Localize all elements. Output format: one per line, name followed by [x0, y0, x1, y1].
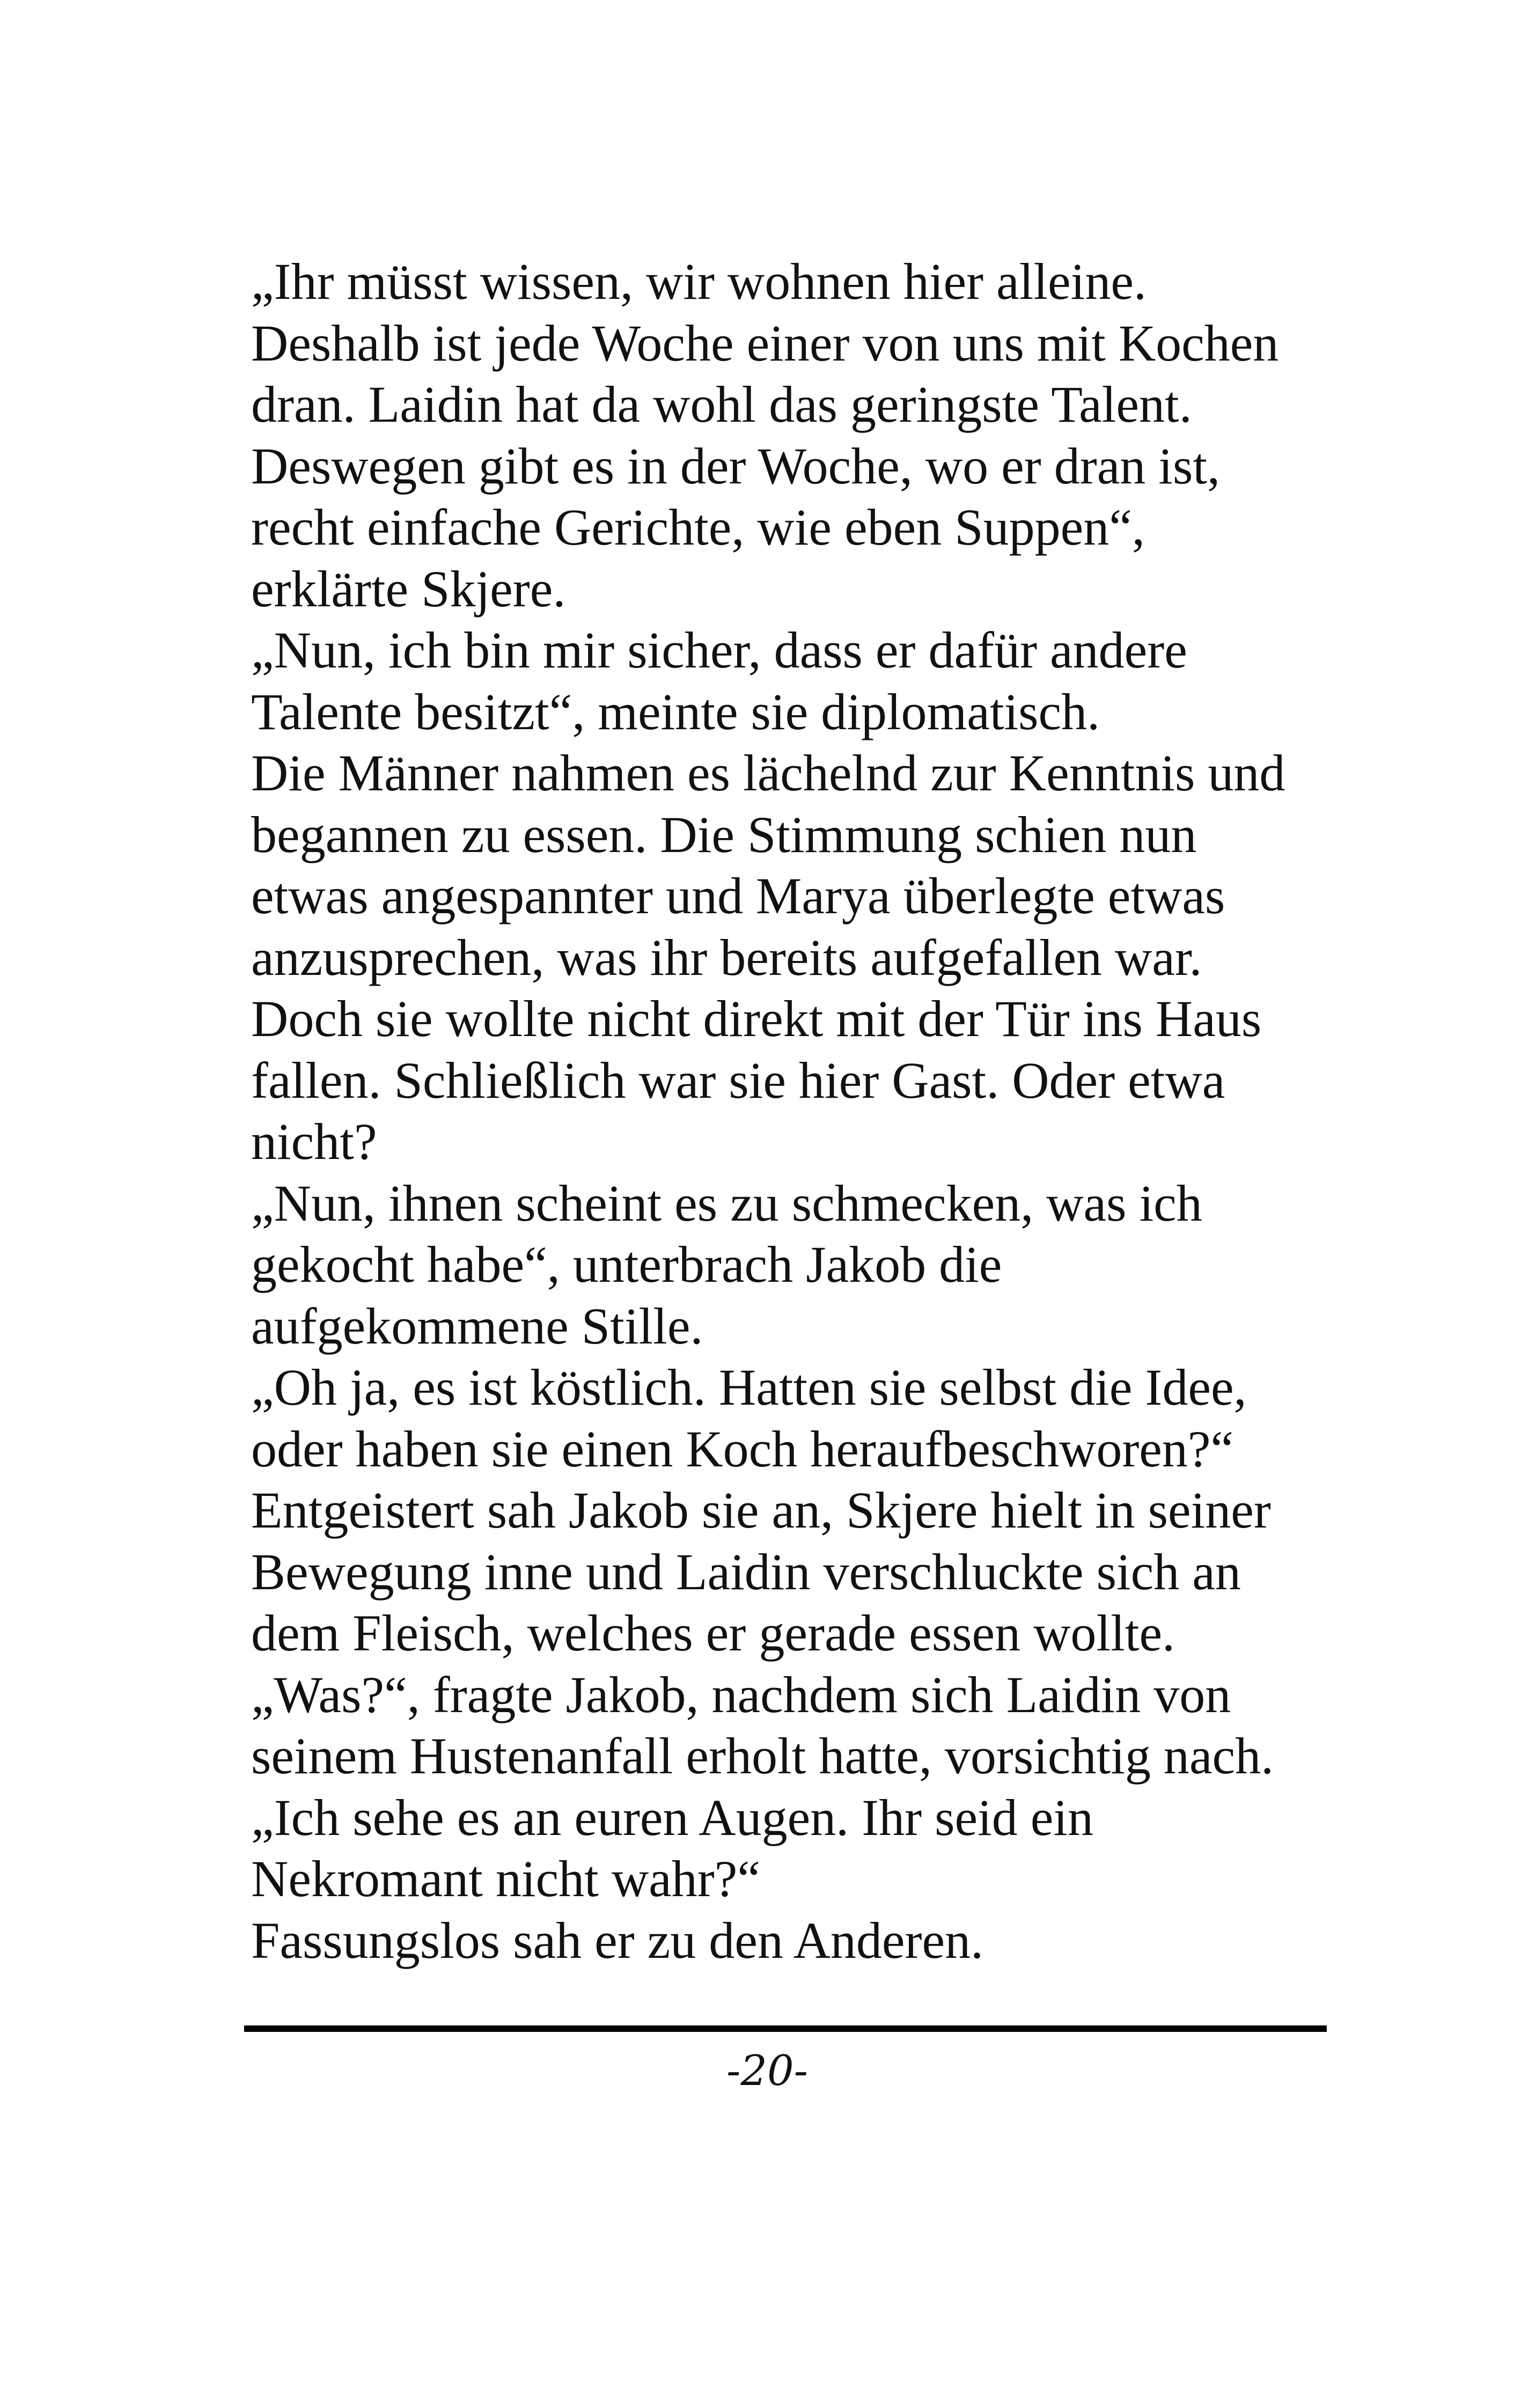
- text-line: Bewegung inne und Laidin verschluckte sich an: [251, 1543, 1241, 1601]
- text-line: nicht?: [251, 1113, 377, 1170]
- text-line: Deswegen gibt es in der Woche, wo er dran ist,: [251, 437, 1220, 495]
- text-line: fallen. Schließlich war sie hier Gast. Oder etwa: [251, 1051, 1225, 1109]
- text-line: „Ihr müsst wissen, wir wohnen hier alleine.: [251, 253, 1147, 310]
- text-line: Die Männer nahmen es lächelnd zur Kenntnis und: [251, 744, 1285, 802]
- text-line: Doch sie wollte nicht direkt mit der Tür ins Haus: [251, 990, 1262, 1047]
- text-line: recht einfache Gerichte, wie eben Suppen“,: [251, 498, 1145, 556]
- text-line: dran. Laidin hat da wohl das geringste Talent.: [251, 376, 1192, 433]
- text-line: Deshalb ist jede Woche einer von uns mit Kochen: [251, 314, 1279, 372]
- text-line: begannen zu essen. Die Stimmung schien nun: [251, 805, 1197, 863]
- body-text: [251, 251, 1378, 1971]
- text-line: seinem Hustenanfall erholt hatte, vorsichtig nach.: [251, 1727, 1274, 1785]
- text-line: aufgekommene Stille.: [251, 1297, 703, 1355]
- footer-rule: [244, 2025, 1327, 2032]
- text-line: „Was?“, fragte Jakob, nachdem sich Laidin von: [251, 1665, 1231, 1723]
- text-line: gekocht habe“, unterbrach Jakob die: [251, 1236, 1002, 1293]
- text-line: Nekromant nicht wahr?“: [251, 1850, 760, 1907]
- text-line: oder haben sie einen Koch heraufbeschworen?“: [251, 1420, 1234, 1478]
- text-line: dem Fleisch, welches er gerade essen wollte.: [251, 1604, 1175, 1662]
- text-line: etwas angespannter und Marya überlegte etwas: [251, 867, 1225, 924]
- text-line: „Oh ja, es ist köstlich. Hatten sie selbst die Idee,: [251, 1359, 1247, 1416]
- text-line: „Ich sehe es an euren Augen. Ihr seid ein: [251, 1788, 1094, 1846]
- text-line: „Nun, ich bin mir sicher, dass er dafür andere: [251, 621, 1187, 679]
- text-line: Fassungslos sah er zu den Anderen.: [251, 1911, 984, 1969]
- page-number: -20-: [726, 2047, 808, 2095]
- text-line: anzusprechen, was ihr bereits aufgefallen war.: [251, 928, 1202, 986]
- text-line: „Nun, ihnen scheint es zu schmecken, was ich: [251, 1174, 1202, 1232]
- text-line: erklärte Skjere.: [251, 560, 566, 618]
- text-line: Talente besitzt“, meinte sie diplomatisch.: [251, 682, 1100, 740]
- text-line: Entgeistert sah Jakob sie an, Skjere hielt in seiner: [251, 1481, 1271, 1539]
